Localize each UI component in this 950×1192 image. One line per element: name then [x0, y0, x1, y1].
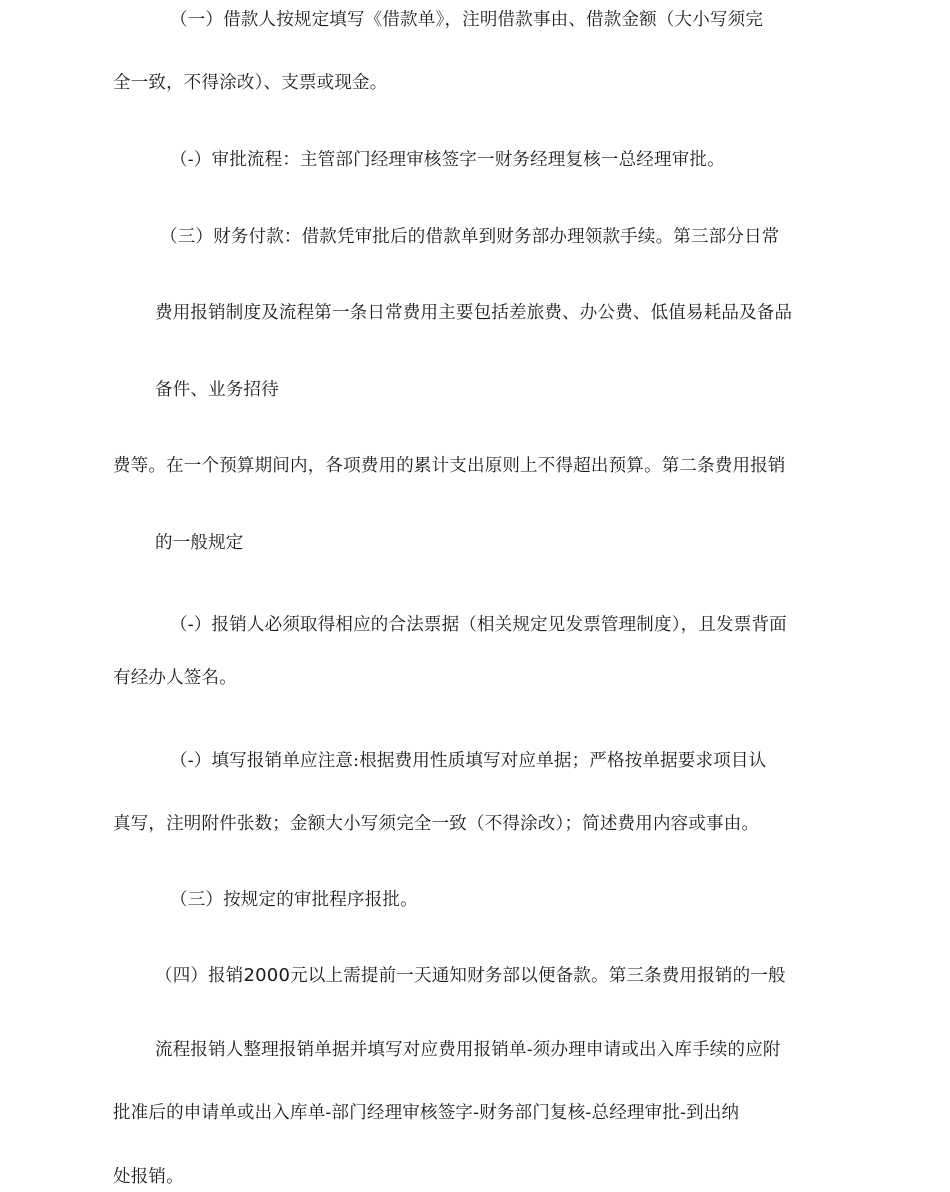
paragraph-line: （一）借款人按规定填写《借款单》，注明借款事由、借款金额（大小写须完 — [170, 10, 764, 30]
paragraph-line: 批准后的申请单或出入库单-部门经理审核签字-财务部门复核-总经理审批-到出纳 — [113, 1103, 740, 1123]
line-segment: 元以上需提前一天通知财务部以便备款。第三条费用报销的一般 — [290, 966, 786, 986]
paragraph-line: 费等。在一个预算期间内，各项费用的累计支出原则上不得超出预算。第二条费用报销 — [113, 456, 786, 476]
paragraph-line: （-）报销人必须取得相应的合法票据（相关规定见发票管理制度），且发票背面 — [170, 615, 787, 635]
paragraph-line — [155, 964, 786, 988]
amount-number: 2000 — [243, 965, 291, 986]
paragraph-line: 费用报销制度及流程第一条日常费用主要包括差旅费、办公费、低值易耗品及备品 — [155, 303, 793, 323]
paragraph-line: 全一致，不得涂改）、支票或现金。 — [113, 73, 388, 93]
paragraph-line: （三）财务付款：借款凭审批后的借款单到财务部办理领款手续。第三部分日常 — [160, 227, 780, 247]
line-segment: （四）报销 — [155, 966, 244, 986]
paragraph-line: （-）填写报销单应注意:根据费用性质填写对应单据；严格按单据要求项目认 — [170, 751, 767, 771]
paragraph-line: 备件、业务招待 — [155, 380, 279, 400]
paragraph-line: 处报销。 — [113, 1167, 184, 1187]
paragraph-line: （-）审批流程：主管部门经理审核签字一财务经理复核一总经理审批。 — [170, 150, 725, 170]
paragraph-line: 有经办人签名。 — [113, 668, 237, 688]
paragraph-line: 真写，注明附件张数；金额大小写须完全一致（不得涂改）；简述费用内容或事由。 — [113, 814, 760, 834]
paragraph-line: 的一般规定 — [155, 533, 244, 553]
paragraph-line: 流程报销人整理报销单据并填写对应费用报销单-须办理申请或出入库手续的应附 — [155, 1040, 781, 1060]
paragraph-line: （三）按规定的审批程序报批。 — [170, 890, 418, 910]
